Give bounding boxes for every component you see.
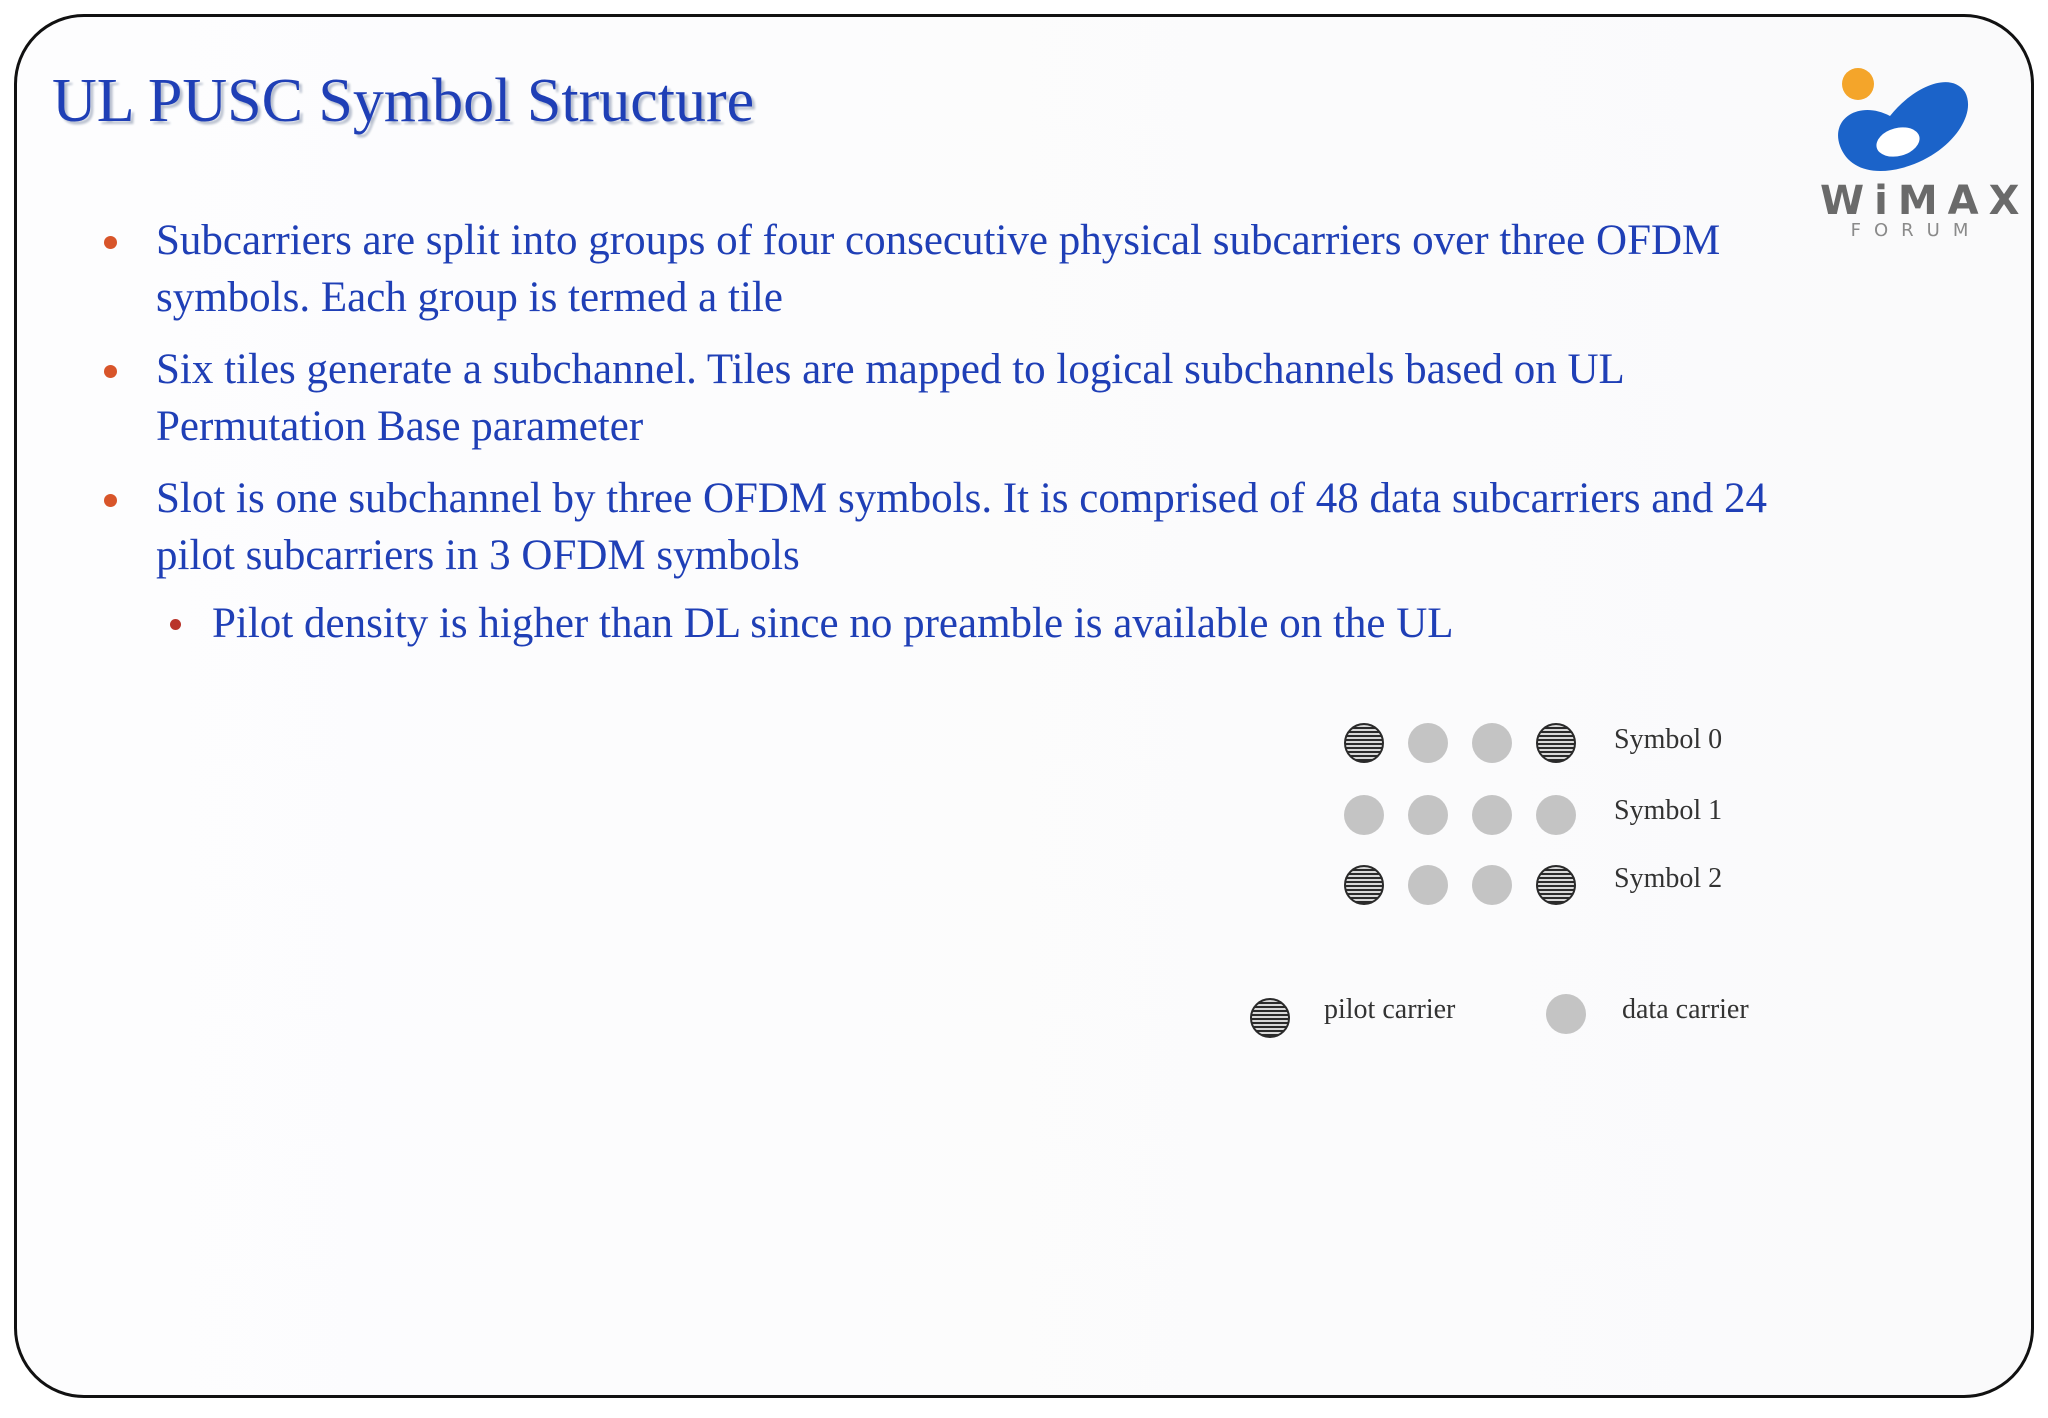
symbol-label-2: Symbol 2 — [1614, 863, 1723, 894]
sub-bullet-item — [100, 595, 1800, 652]
carrier-r1-c2 — [1472, 795, 1512, 835]
logo-wordmark: WiMAX — [1820, 178, 2030, 224]
carrier-r0-c2 — [1472, 723, 1512, 763]
tile-diagram — [1240, 700, 1800, 1060]
legend-pilot-label: pilot carrier — [1324, 994, 1456, 1025]
carrier-r2-c2 — [1472, 865, 1512, 905]
symbol-label-1: Symbol 1 — [1614, 795, 1723, 826]
bullet-dot-icon — [104, 365, 117, 378]
legend-data-label: data carrier — [1622, 994, 1749, 1025]
sub-bullet-text: Pilot density is higher than DL since no preamble is available on the UL — [212, 600, 1454, 647]
bullet-text: Six tiles generate a subchannel. Tiles are mapped to logical subchannels based on UL Permutation Base parameter — [156, 346, 1624, 450]
slide-title: UL PUSC Symbol Structure — [52, 67, 755, 135]
wimax-logo-icon — [1820, 58, 2000, 178]
carrier-r0-c3 — [1536, 723, 1576, 763]
legend-pilot-swatch — [1250, 998, 1290, 1038]
carrier-r1-c1 — [1408, 795, 1448, 835]
carrier-r0-c0 — [1344, 723, 1384, 763]
bullet-dot-icon — [104, 236, 117, 249]
bullet-item — [100, 212, 1800, 326]
logo-subtitle: FORUM — [1850, 220, 1982, 241]
bullet-dot-icon — [104, 494, 117, 507]
carrier-r0-c1 — [1408, 723, 1448, 763]
carrier-r1-c3 — [1536, 795, 1576, 835]
bullet-item — [100, 341, 1800, 455]
bullet-list — [100, 212, 1800, 652]
carrier-r2-c0 — [1344, 865, 1384, 905]
wimax-forum-logo — [1820, 58, 2030, 248]
bullet-item — [100, 470, 1800, 584]
bullet-text: Slot is one subchannel by three OFDM symbols. It is comprised of 48 data subcarriers and 24 pilot subcarriers in 3 OFDM symbols — [156, 475, 1768, 579]
bullet-text: Subcarriers are split into groups of four consecutive physical subcarriers over three OFDM symbols. Each group is termed a tile — [156, 217, 1721, 321]
carrier-r2-c3 — [1536, 865, 1576, 905]
carrier-r2-c1 — [1408, 865, 1448, 905]
legend-data-swatch — [1546, 994, 1586, 1034]
symbol-label-0: Symbol 0 — [1614, 724, 1723, 755]
sub-bullet-dot-icon — [170, 619, 181, 630]
carrier-r1-c0 — [1344, 795, 1384, 835]
